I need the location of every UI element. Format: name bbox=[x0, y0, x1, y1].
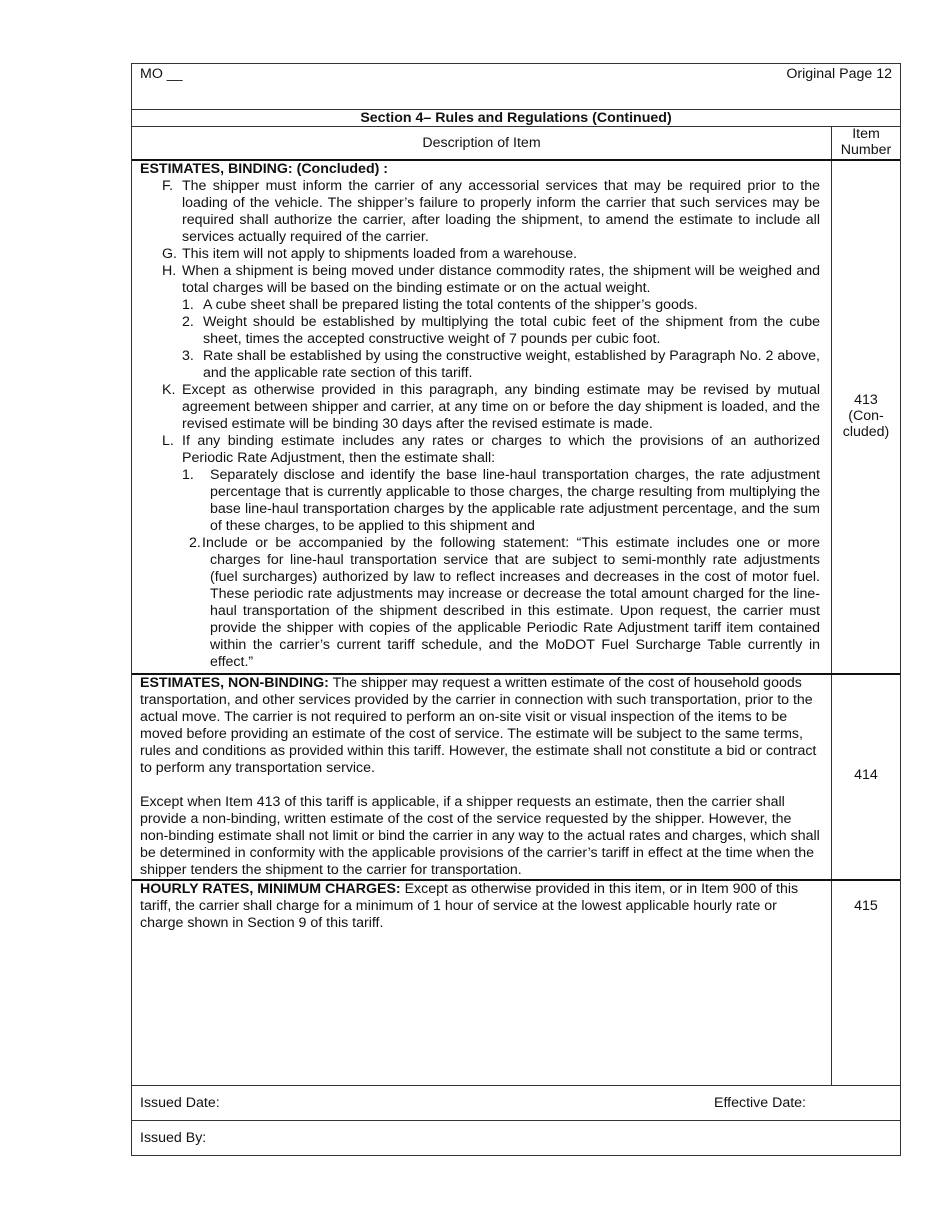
item-414-para1 bbox=[140, 675, 823, 777]
item-415-number: 415 bbox=[854, 898, 878, 914]
sub-text: Rate shall be established by using the constructive weight, established by Paragraph No. 2 above, and the applicable rate section of this tariff. bbox=[203, 348, 820, 381]
item-415-heading: HOURLY RATES, MINIMUM CHARGES: bbox=[140, 881, 401, 897]
column-divider bbox=[831, 126, 832, 1085]
item-414-number: 414 bbox=[854, 767, 878, 783]
clause-text: The shipper must inform the carrier of any accessorial services that may be required prior to the loading of the vehicle. The shipper’s failure to properly inform the carrier that such services may be required shall authorize the carrier, after loading the shipment, to amend the estimate to include all services actually required of the carrier. bbox=[182, 178, 820, 245]
item-415-body: Except as otherwise provided in this item, or in Item 900 of this tariff, the carrier shall charge for a minimum of 1 hour of service at the lowest applicable hourly rate or charge shown in Section 9 of this tariff. bbox=[140, 881, 799, 931]
sub-marker: 2. bbox=[182, 314, 194, 330]
item-414-heading: ESTIMATES, NON-BINDING: bbox=[140, 675, 329, 691]
divider bbox=[132, 1120, 900, 1121]
clause-marker: F. bbox=[162, 178, 174, 194]
clause-l bbox=[140, 433, 820, 467]
clause-marker: K. bbox=[162, 382, 176, 398]
clause-h-sub-2 bbox=[140, 314, 820, 348]
clause-text: This item will not apply to shipments loaded from a warehouse. bbox=[182, 246, 578, 262]
sub-text: Include or be accompanied by the following statement: “This estimate includes one or more charges for line-haul transportation service that are subject to semi-monthly rate adjustments (fuel surcharges) authorized by law to reflect increases and decreases in the cost of motor fuel. These periodic rate adjustments may increase or decrease the total amount charged for the line-haul transportation of the shipment described in this estimate. Upon request, the carrier must provide the shipper with copies of the applicable Periodic Rate Adjustment tariff item contained within the carrier’s current tariff schedule, and the MoDOT Fuel Surcharge Table currently in effect.” bbox=[202, 535, 820, 670]
column-header-item-line1: Item bbox=[852, 126, 880, 142]
item-414-description bbox=[140, 675, 823, 879]
column-header-item-number bbox=[832, 126, 900, 158]
issued-date-label: Issued Date: bbox=[140, 1095, 220, 1111]
sub-marker: 1. bbox=[182, 297, 194, 313]
sub-marker: 3. bbox=[182, 348, 194, 364]
item-413-number bbox=[832, 392, 900, 440]
clause-text: If any binding estimate includes any rates or charges to which the provisions of an authorized Periodic Rate Adjustment, then the estimate shall: bbox=[182, 433, 820, 466]
divider bbox=[132, 126, 900, 127]
clause-marker: L. bbox=[162, 433, 174, 449]
column-header-description: Description of Item bbox=[422, 135, 541, 151]
clause-l-sub-1 bbox=[140, 467, 820, 535]
tariff-page-frame bbox=[131, 63, 901, 1156]
clause-text: When a shipment is being moved under distance commodity rates, the shipment will be weighed and total charges will be based on the binding estimate or on the actual weight. bbox=[182, 263, 820, 296]
item-413-description bbox=[140, 161, 820, 671]
clause-l-sub-2 bbox=[140, 535, 820, 671]
item-number-line: 413 bbox=[854, 392, 878, 408]
item-number-line: cluded) bbox=[842, 424, 890, 440]
header-right-page-number: Original Page 12 bbox=[786, 66, 892, 82]
issued-by-label: Issued By: bbox=[140, 1130, 207, 1146]
item-413-heading: ESTIMATES, BINDING: (Concluded) : bbox=[140, 161, 389, 177]
header-left: MO __ bbox=[140, 66, 183, 82]
sub-text: Separately disclose and identify the base line-haul transportation charges, the rate adjustment percentage that is currently applicable to those charges, the charge resulting from multiplying the base line-haul transportation charges by the applicable rate adjustment percentage, and the sum of these charges, to be applied to this shipment and bbox=[210, 467, 820, 534]
sub-text: A cube sheet shall be prepared listing the total contents of the shipper’s goods. bbox=[203, 297, 698, 313]
clause-f bbox=[140, 178, 820, 246]
effective-date-label: Effective Date: bbox=[714, 1095, 807, 1111]
clause-h bbox=[140, 263, 820, 297]
clause-k bbox=[140, 382, 820, 433]
clause-h-sub-3 bbox=[140, 348, 820, 382]
sub-text: Weight should be established by multiplying the total cubic feet of the shipment from the cube sheet, times the accepted constructive weight of 7 pounds per cubic foot. bbox=[203, 314, 820, 347]
divider bbox=[132, 1085, 900, 1086]
item-number-line: (Con- bbox=[848, 408, 884, 424]
section-title: Section 4– Rules and Regulations (Continued) bbox=[360, 110, 672, 126]
item-414-para1-text: The shipper may request a written estimate of the cost of household goods transportation, and other services provided by the carrier in connection with such transportation, prior to the actual move. The carrier is not required to perform an on-site visit or visual inspection of the items to be moved before providing an estimate of the cost of service. The estimate will be subject to the same terms, rules and conditions as provided within this tariff. However, the estimate shall not constitute a bid or contract to perform any transportation service. bbox=[140, 675, 817, 776]
clause-h-sub-1 bbox=[140, 297, 820, 314]
clause-text: Except as otherwise provided in this paragraph, any binding estimate may be revised by mutual agreement between shipper and carrier, at any time on or before the day shipment is loaded, and the revised estimate will be binding 30 days after the revised estimate is made. bbox=[182, 382, 820, 432]
sub-marker: 1. bbox=[182, 467, 194, 483]
clause-marker: H. bbox=[162, 263, 177, 279]
item-414-para2: Except when Item 413 of this tariff is applicable, if a shipper requests an estimate, then the carrier shall provide a non-binding, written estimate of the cost of the service requested by the shipper. However, the non-binding estimate shall not limit or bind the carrier in any way to the actual rates and charges, which shall be determined in conformity with the applicable provisions of the carrier’s tariff in effect at the time when the shipper tenders the shipment to the carrier for transportation. bbox=[140, 794, 820, 878]
sub-marker: 2. bbox=[189, 535, 201, 551]
item-415-text bbox=[140, 881, 820, 932]
item-415-description bbox=[140, 881, 820, 932]
column-header-item-line2: Number bbox=[840, 142, 892, 158]
clause-g bbox=[140, 246, 820, 263]
clause-marker: G. bbox=[162, 246, 177, 262]
